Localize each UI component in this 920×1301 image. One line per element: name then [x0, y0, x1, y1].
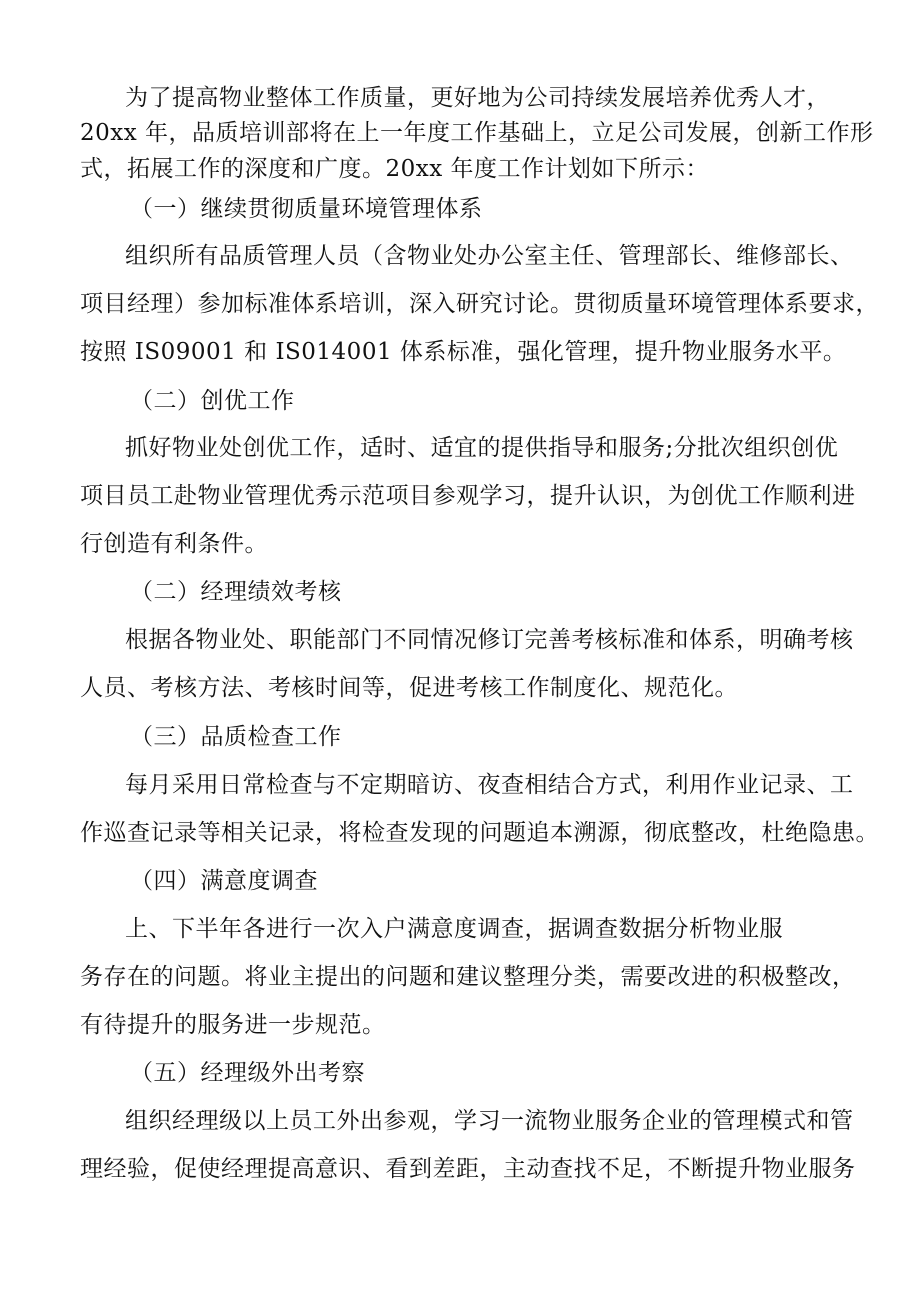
section-heading: （一）继续贯彻质量环境管理体系 [130, 196, 483, 222]
section-heading: （四）满意度调查 [130, 868, 318, 894]
paragraph-line: 上、下半年各进行一次入户满意度调查，据调查数据分析物业服 [125, 916, 783, 942]
paragraph-line: 项目员工赴物业管理优秀示范项目参观学习，提升认识，为创优工作顺利进 [80, 483, 856, 509]
section-heading: （二）经理绩效考核 [130, 579, 342, 605]
section-heading: （二）创优工作 [130, 388, 295, 414]
paragraph-line: 有待提升的服务进一步规范。 [80, 1012, 386, 1038]
paragraph-line: 根据各物业处、职能部门不同情况修订完善考核标准和体系，明确考核 [125, 627, 854, 653]
paragraph-line: 抓好物业处创优工作，适时、适宜的提供指导和服务;分批次组织创优 [125, 435, 839, 461]
paragraph-line: 人员、考核方法、考核时间等，促进考核工作制度化、规范化。 [80, 675, 738, 701]
paragraph-line: 式，拓展工作的深度和广度。20xx 年度工作计划如下所示： [80, 156, 710, 182]
paragraph-line: 理经验，促使经理提高意识、看到差距，主动查找不足，不断提升物业服务 [80, 1156, 856, 1182]
paragraph-line: 务存在的问题。将业主提出的问题和建议整理分类，需要改进的积极整改， [80, 964, 856, 990]
paragraph-line: 20xx 年，品质培训部将在上一年度工作基础上，立足公司发展，创新工作形 [80, 120, 874, 146]
section-heading: （五）经理级外出考察 [130, 1060, 365, 1086]
paragraph-line: 按照 IS09001 和 IS014001 体系标准，强化管理，提升物业服务水平。 [80, 339, 847, 365]
paragraph-line: 为了提高物业整体工作质量，更好地为公司持续发展培养优秀人才， [125, 85, 830, 111]
paragraph-line: 组织经理级以上员工外出参观，学习一流物业服务企业的管理模式和管 [125, 1108, 854, 1134]
paragraph-line: 行创造有利条件。 [80, 531, 268, 557]
paragraph-line: 作巡查记录等相关记录，将检查发现的问题追本溯源，彻底整改，杜绝隐患。 [80, 820, 879, 846]
section-heading: （三）品质检查工作 [130, 724, 342, 750]
paragraph-line: 每月采用日常检查与不定期暗访、夜查相结合方式，利用作业记录、工 [125, 772, 854, 798]
paragraph-line: 组织所有品质管理人员（含物业处办公室主任、管理部长、维修部长、 [125, 243, 854, 269]
paragraph-line: 项目经理）参加标准体系培训，深入研究讨论。贯彻质量环境管理体系要求， [80, 291, 879, 317]
